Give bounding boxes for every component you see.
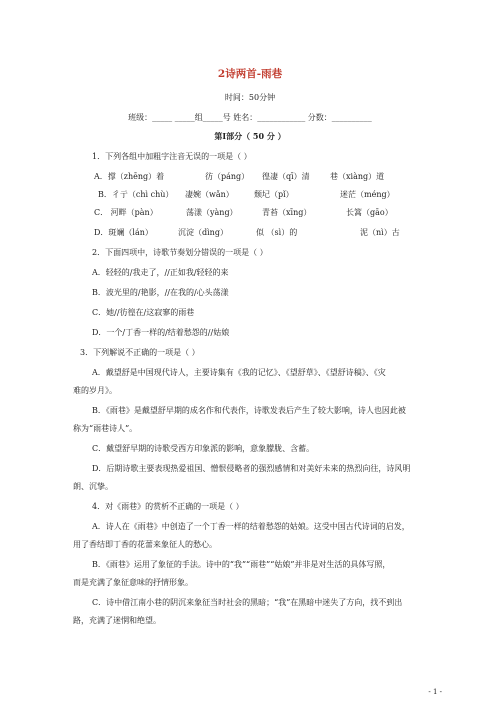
question-4-option-a-line1: A．诗人在《雨巷》中创造了一个丁香一样的结着愁怨的姑娘。这受中国古代诗词的启发， <box>92 522 410 531</box>
question-4-option-c-line1: C．诗中借江南小巷的阴沉来象征当时社会的黑暗；“我”在黑暗中迷失了方向，找不到出 <box>92 598 403 607</box>
question-4-option-c-line2: 路，充满了迷惘和绝望。 <box>73 616 161 625</box>
question-2-option-a: A．轻轻的/我走了，//正如我/轻轻的来 <box>92 268 229 277</box>
part-heading: 第Ⅰ部分（ 50 分 ） <box>214 131 286 141</box>
question-3-option-d-line1: D．后期诗歌主要表现热爱祖国、憎恨侵略者的强烈感情和对美好未来的热烈向往，诗风明 <box>92 464 411 473</box>
question-4-option-b-line1: B．《雨巷》运用了象征的手法。诗中的“我”“雨巷”“姑娘”并非是对生活的具体写照， <box>92 560 391 569</box>
question-2-option-b: B．波光里的/艳影，//在我的/心头荡漾 <box>92 288 229 297</box>
question-3-option-b-line1: B．《雨巷》是戴望舒早期的成名作和代表作，诗歌发表后产生了较大影响，诗人也因此被 <box>92 406 406 415</box>
question-3-option-c: C．戴望舒早期的诗歌受西方印象派的影响，意象朦胧、含蓄。 <box>92 444 315 453</box>
question-4-option-b-line2: 而是充满了象征意味的抒情形象。 <box>73 578 193 587</box>
question-3-option-a-line1: A．戴望舒是中国现代诗人，主要诗集有《我的记忆》、《望舒草》、《望舒诗稿》、《灾 <box>92 368 386 377</box>
student-info-line: 班级：_____ _____组_____号 姓名：____________ 分数：__________ <box>128 113 372 122</box>
question-3-stem: 3．下列解说不正确的一项是（ ） <box>80 348 200 357</box>
question-3-option-d-line2: 朗、沉挚。 <box>73 482 113 491</box>
page-number: - 1 - <box>428 688 442 696</box>
question-4-stem: 4．对《雨巷》的赏析不正确的一项是（ ） <box>92 502 244 511</box>
question-1-stem: 1．下列各组中加粗字注音无误的一项是（ ） <box>92 152 252 161</box>
question-2-option-d: D．一个/丁香一样的/结着愁怨的//姑娘 <box>92 328 230 337</box>
question-3-option-a-line2: 难的岁月》。 <box>73 386 117 395</box>
question-4-option-a-line2: 用了香结即丁香的花蕾来象征人的愁心。 <box>73 540 217 549</box>
document-page: 2诗两首-雨巷 时间：50分钟 班级：_____ _____组_____号 姓名：____________ 分数：__________ 第Ⅰ部分（ 50 分 ） 1．下列各组中加粗字注音无误的一项是（ ） A．撑（zhēng）着 彷（páng） 徨凄（qī）清 巷（xiàng）道 B．彳亍（chì chù） 凄婉（wǎn） 颓圮（pǐ） 迷茫（méng） C． 河畔（pàn） 荡漾（yàng） 青苔（xīng） 长篙（gāo） D．斑斓（lán） 沉淀（dìng） 似 （sì）的 泥（nì）古 2．下面四项中，诗歌节奏划分错误的一项是（ ） A．轻轻的/我走了，//正如我/轻轻的来 B．波光里的/艳影，//在我的/心头荡漾 C．她//彷徨在/这寂寥的雨巷 D．一个/丁香一样的/结着愁怨的//姑娘 3．下列解说不正确的一项是（ ） A．戴望舒是中国现代诗人，主要诗集有《我的记忆》、《望舒草》、《望舒诗稿》、《灾 难的岁月》。 B．《雨巷》是戴望舒早期的成名作和代表作，诗歌发表后产生了较大影响，诗人也因此被 称为“雨巷诗人”。 C．戴望舒早期的诗歌受西方印象派的影响，意象朦胧、含蓄。 D．后期诗歌主要表现热爱祖国、憎恨侵略者的强烈感情和对美好未来的热烈向往，诗风明 朗、沉挚。 4．对《雨巷》的赏析不正确的一项是（ ） A．诗人在《雨巷》中创造了一个丁香一样的结着愁怨的姑娘。这受中国古代诗词的启发， 用了香结即丁香的花蕾来象征人的愁心。 B．《雨巷》运用了象征的手法。诗中的“我”“雨巷”“姑娘”并非是对生活的具体写照， 而是充满了象征意味的抒情形象。 C．诗中借江南小巷的阴沉来象征当时社会的黑暗；“我”在黑暗中迷失了方向，找不到出 路，充满了迷惘和绝望。 - 1 - <box>0 0 500 707</box>
question-2-option-c: C．她//彷徨在/这寂寥的雨巷 <box>92 308 195 317</box>
time-limit: 时间：50分钟 <box>224 93 276 102</box>
document-title: 2诗两首-雨巷 <box>217 68 283 80</box>
question-3-option-b-line2: 称为“雨巷诗人”。 <box>73 424 138 433</box>
question-2-stem: 2．下面四项中，诗歌节奏划分错误的一项是（ ） <box>92 248 268 257</box>
